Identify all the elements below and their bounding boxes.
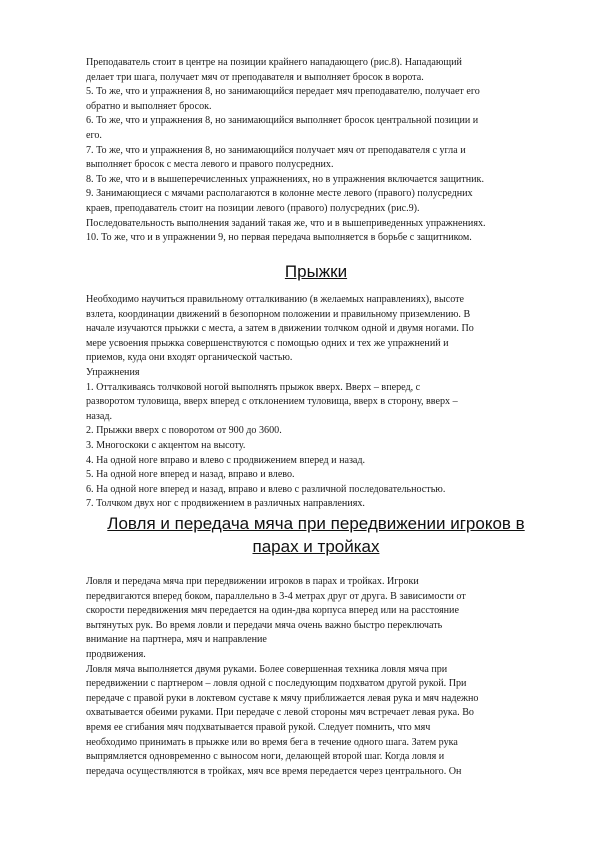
text-line: 5. На одной ноге вперед и назад, вправо и влево.: [86, 469, 295, 481]
text-line: назад.: [86, 410, 113, 422]
section-heading-passing: [78, 512, 554, 558]
text-line: взлета, координации движений в безопорном положении и правильному приземлению. В: [86, 308, 471, 320]
text-line: 2. Прыжки вверх с поворотом от 900 до 3600.: [86, 425, 282, 437]
text-line: 10. То же, что и в упражнении 9, но первая передача выполняется в борьбе с защитником.: [86, 232, 472, 244]
text-line: приемов, куда они входят органической частью.: [86, 352, 293, 364]
exercises-label: Упражнения: [86, 366, 140, 378]
text-line: выполняет бросок с места левого и правого полусредних.: [86, 159, 334, 171]
text-line: 5. То же, что и упражнения 8, но занимающийся передает мяч преподавателю, получает его: [86, 86, 480, 98]
text-line: разворотом туловища, вверх вперед с отклонением туловища, вверх в сторону, вверх –: [86, 396, 458, 408]
exercise-list-block: [86, 56, 546, 246]
text-line: передвижении с партнером – ловля одной с последующим подхватом другой рукой. При: [86, 678, 467, 690]
text-line: обратно и выполняет бросок.: [86, 100, 212, 112]
text-line: 6. На одной ноге вперед и назад, вправо и влево с различной последовательностью.: [86, 483, 446, 495]
section-heading-jumps: [86, 261, 546, 282]
text-line: внимание на партнера, мяч и направление: [86, 634, 267, 646]
text-line: выпрямляется одновременно с выносом ноги, делающей второй шаг. Когда ловля и: [86, 751, 445, 763]
text-line: Последовательность выполнения заданий такая же, что и в вышеприведенных упражнениях.: [86, 217, 486, 229]
text-line: 1. Отталкиваясь толчковой ногой выполнять прыжок вверх. Вверх – вперед, с: [86, 381, 421, 393]
text-line: 4. На одной ноге вправо и влево с продвижением вперед и назад.: [86, 454, 366, 466]
text-line: необходимо принимать в прыжке или во время бега в течение одного шага. Затем рука: [86, 736, 458, 748]
text-line: краев, преподаватель стоит на позиции левого (правого) полусредних (рис.9).: [86, 202, 420, 214]
heading-jumps: Прыжки: [284, 262, 348, 281]
text-line: 9. Занимающиеся с мячами располагаются в колонне месте левого (правого) полусредних: [86, 188, 473, 200]
text-line: его.: [86, 129, 102, 141]
text-line: Ловля мяча выполняется двумя руками. Более совершенная техника ловля мяча при: [86, 663, 448, 675]
text-line: 8. То же, что и в вышеперечисленных упражнениях, но в упражнения включается защитник.: [86, 173, 484, 185]
text-line: Преподаватель стоит в центре на позиции крайнего нападающего (рис.8). Нападающий: [86, 57, 462, 68]
heading-passing-line-2: парах и тройках: [252, 537, 380, 556]
text-line: вытянутых рук. Во время ловли и передачи мяча очень важно быстро переключать: [86, 619, 443, 631]
text-line: 3. Многоскоки с акцентом на высоту.: [86, 439, 246, 451]
text-line: передвигаются вперед боком, параллельно в 3-4 метрах друг от друга. В зависимости от: [86, 590, 466, 602]
text-line: скорости передвижения мяч передается на один-два корпуса вперед или на расстояние: [86, 605, 459, 617]
text-line: делает три шага, получает мяч от преподавателя и выполняет бросок в ворота.: [86, 71, 424, 83]
jumps-block: [86, 293, 546, 512]
text-line: Необходимо научиться правильному отталкиванию (в желаемых направлениях), высоте: [86, 294, 465, 305]
text-line: передаче с правой руки в локтевом суставе к мячу приближается левая рука и мяч надежно: [86, 692, 479, 704]
text-line: передача осуществляются в тройках, мяч все время передается через центрального. Он: [86, 765, 462, 777]
text-line: 7. Толчком двух ног с продвижением в различных направлениях.: [86, 498, 365, 510]
text-line: 7. То же, что и упражнения 8, но занимающийся получает мяч от преподавателя с угла и: [86, 144, 466, 156]
text-line: продвижения.: [86, 648, 146, 660]
text-line: время ее сгибания мяч подхватывается правой рукой. Следует помнить, что мяч: [86, 721, 431, 733]
heading-passing-line-1: Ловля и передача мяча при передвижении игроков в: [107, 514, 525, 533]
text-line: мере усвоения прыжка совершенствуются с помощью одних и тех же упражнений и: [86, 337, 449, 349]
text-line: охватывается обеими руками. При передаче с левой стороны мяч встречает левая рука. Во: [86, 707, 474, 719]
passing-block: [86, 575, 546, 779]
text-line: 6. То же, что и упражнения 8, но занимающийся выполняет бросок центральной позиции и: [86, 115, 479, 127]
text-line: Ловля и передача мяча при передвижении игроков в парах и тройках. Игроки: [86, 576, 419, 587]
text-line: начале изучаются прыжки с места, а затем в движении толчком одной и двумя ногами. По: [86, 323, 474, 335]
